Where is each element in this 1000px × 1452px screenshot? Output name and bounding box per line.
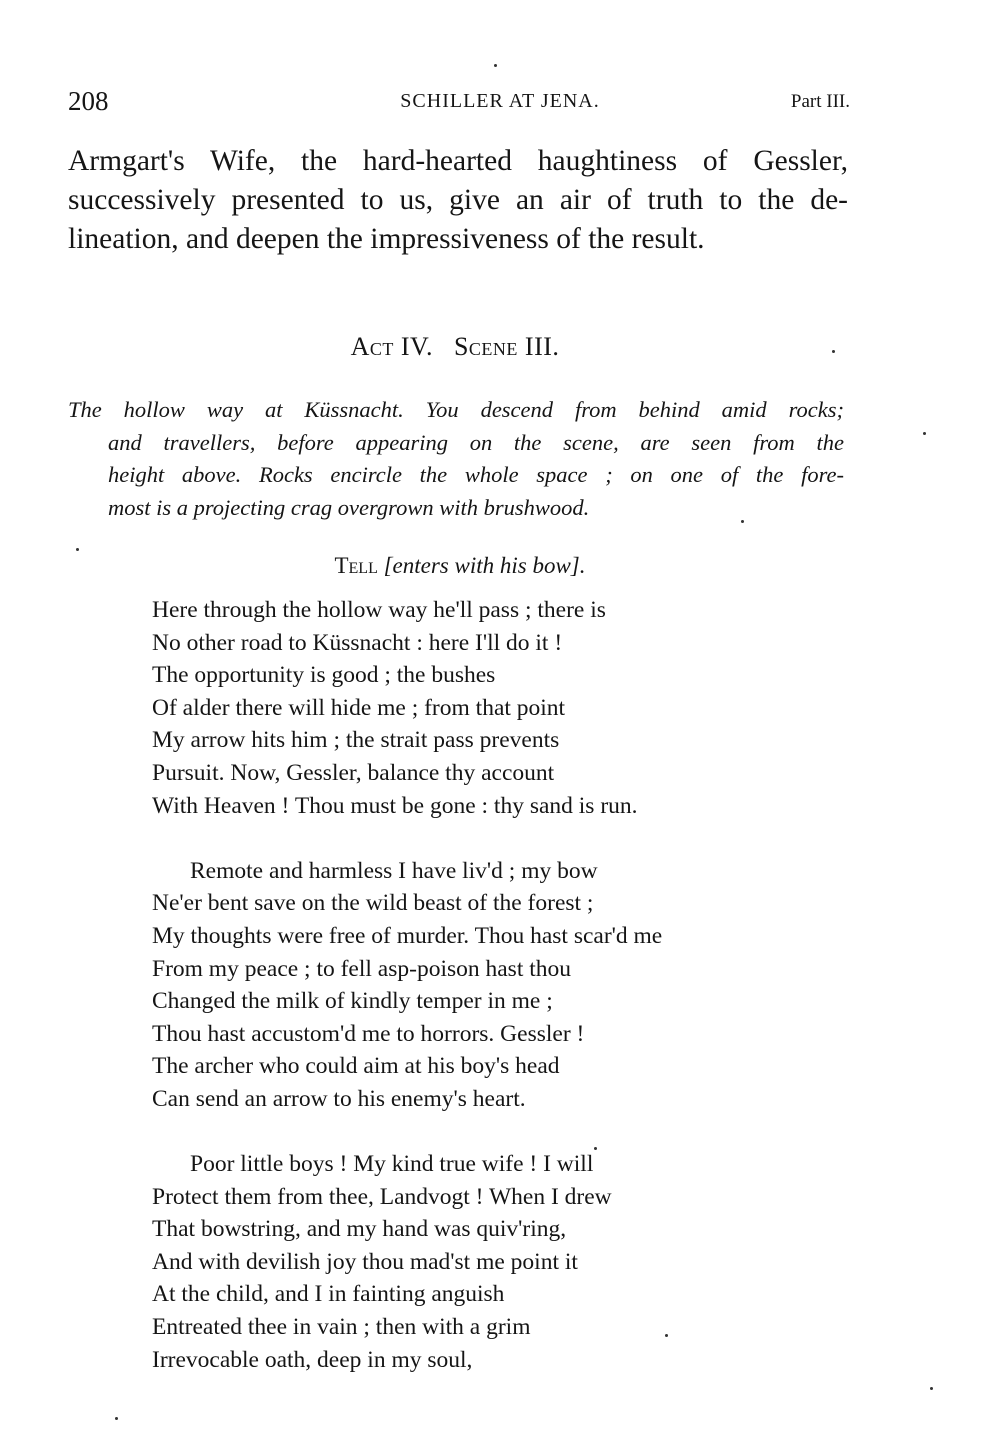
stage-direction-line: height above. Rocks encircle the whole space ; on one of the fore- — [108, 462, 844, 487]
stage-direction-line: and travellers, before appearing on the scene, are seen from the — [108, 429, 844, 455]
speaker-name: Tell — [334, 553, 378, 578]
stage-direction-line: most is a projecting crag overgrown with brushwood. — [108, 494, 590, 520]
verse-line: Entreated thee in vain ; then with a grim — [152, 1314, 531, 1341]
verse-line: My thoughts were free of murder. Thou hast scar'd me — [152, 922, 663, 949]
verse-line: Poor little boys ! My kind true wife ! I will — [190, 1151, 594, 1178]
scan-speck — [930, 1387, 933, 1390]
scan-speck — [494, 64, 497, 67]
verse-block — [152, 594, 662, 1376]
running-title: SCHILLER AT JENA. — [400, 90, 600, 112]
scene-label: Scene III. — [453, 332, 560, 361]
speaker-direction: [enters with his bow]. — [383, 553, 586, 578]
page-number: 208 — [68, 86, 109, 116]
scan-speck — [665, 1334, 668, 1337]
stanza-break — [152, 1116, 662, 1149]
verse-line: With Heaven ! Thou must be gone : thy sand is run. — [152, 792, 638, 819]
stage-direction — [68, 394, 844, 524]
section-heading — [0, 332, 910, 362]
prose-line: Armgart's Wife, the hard-hearted haughtiness of Gessler, — [68, 145, 848, 177]
prose-line: lineation, and deepen the impressiveness of the result. — [68, 223, 705, 255]
verse-line: Protect them from thee, Landvogt ! When I drew — [152, 1183, 612, 1210]
prose-line: successively presented to us, give an air of truth to the de- — [68, 184, 848, 216]
stanza — [152, 855, 662, 1116]
act-label: Act IV. — [350, 332, 433, 361]
stage-direction-line: The hollow way at Küssnacht. You descend from behind amid rocks; — [68, 397, 844, 422]
verse-line: Remote and harmless I have liv'd ; my bow — [190, 857, 598, 884]
scan-speck — [115, 1417, 118, 1420]
verse-line: My arrow hits him ; the strait pass prevents — [152, 727, 560, 754]
verse-line: That bowstring, and my hand was quiv'ring, — [152, 1216, 567, 1243]
part-label: Part III. — [790, 91, 850, 112]
speaker-heading — [0, 553, 920, 579]
scan-speck — [923, 432, 926, 435]
scan-speck — [832, 350, 835, 353]
scan-speck — [76, 548, 79, 551]
verse-line: Irrevocable oath, deep in my soul, — [152, 1346, 473, 1373]
prose-paragraph — [68, 142, 848, 259]
verse-line: The opportunity is good ; the bushes — [152, 662, 496, 689]
verse-line: Thou hast accustom'd me to horrors. Gessler ! — [152, 1020, 585, 1047]
verse-line: Pursuit. Now, Gessler, balance thy account — [152, 759, 555, 786]
verse-line: Here through the hollow way he'll pass ; there is — [152, 597, 606, 623]
scan-speck — [741, 520, 744, 523]
verse-line: Can send an arrow to his enemy's heart. — [152, 1085, 526, 1112]
verse-line: Ne'er bent save on the wild beast of the forest ; — [152, 890, 594, 917]
stanza — [152, 594, 662, 822]
verse-line: From my peace ; to fell asp-poison hast thou — [152, 955, 572, 982]
stanza-break — [152, 822, 662, 855]
verse-line: The archer who could aim at his boy's head — [152, 1053, 560, 1080]
verse-line: Changed the milk of kindly temper in me ; — [152, 988, 553, 1015]
verse-line: At the child, and I in fainting anguish — [152, 1281, 505, 1308]
scan-speck — [594, 1147, 597, 1150]
verse-line: And with devilish joy thou mad'st me point it — [152, 1248, 578, 1275]
verse-line: No other road to Küssnacht : here I'll do it ! — [152, 629, 563, 656]
stanza — [152, 1148, 662, 1376]
verse-line: Of alder there will hide me ; from that point — [152, 694, 566, 721]
